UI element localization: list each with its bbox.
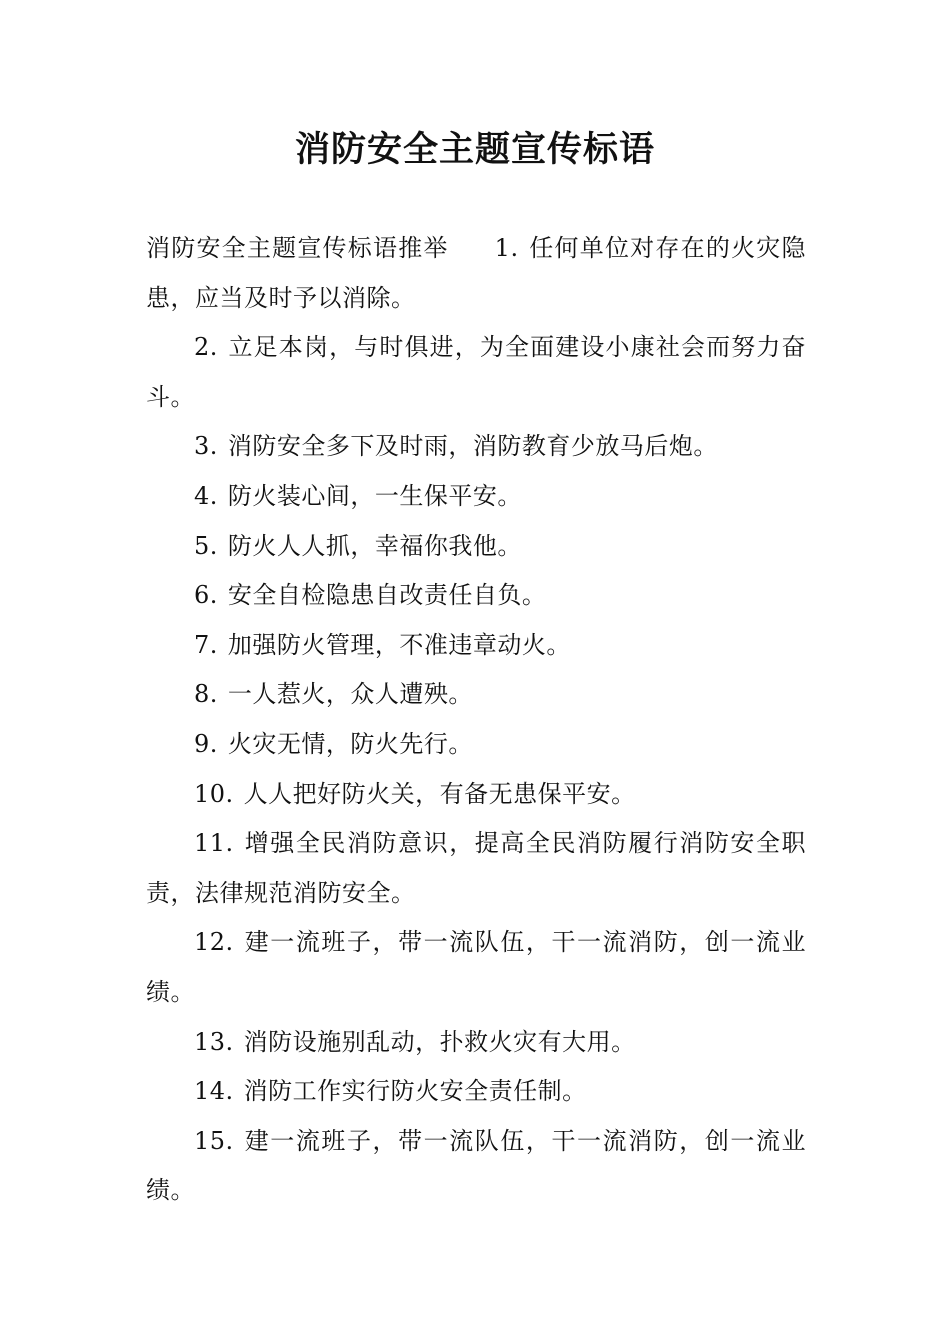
item-number: 1. (494, 234, 519, 262)
item-number: 7. (194, 630, 218, 659)
item-number: 13. (194, 1027, 234, 1056)
item-number: 14. (194, 1077, 234, 1106)
item-number: 15. (194, 1126, 234, 1155)
slogan-paragraph-12 (146, 918, 806, 1017)
slogan-paragraph-3 (146, 422, 806, 472)
lead-heading: 消防安全主题宣传标语推举 (146, 234, 449, 262)
slogan-paragraph-7 (146, 621, 806, 671)
item-text: 防火装心间，一生保平安。 (227, 481, 522, 510)
item-number: 11. (194, 829, 234, 858)
slogan-paragraph-8 (146, 670, 806, 720)
slogan-paragraph-2 (146, 323, 806, 422)
slogan-paragraph-4 (146, 472, 806, 522)
item-number: 4. (194, 481, 218, 510)
item-text: 增强全民消防意识，提高全民消防履行消防安全职责，法律规范消防安全。 (146, 829, 806, 907)
item-number: 3. (194, 432, 218, 461)
item-text: 立足本岗，与时俱进，为全面建设小康社会而努力奋斗。 (146, 333, 806, 411)
item-number: 12. (194, 928, 234, 957)
item-text: 任何单位对存在的火灾隐患，应当及时予以消除。 (146, 234, 807, 312)
item-text: 消防设施别乱动，扑救火灾有大用。 (243, 1027, 636, 1056)
item-number: 9. (194, 729, 218, 758)
document-title: 消防安全主题宣传标语 (294, 130, 655, 170)
item-text: 防火人人抓，幸福你我他。 (227, 531, 522, 560)
item-number: 5. (194, 531, 218, 560)
item-text: 建一流班子，带一流队伍，干一流消防，创一流业绩。 (146, 1126, 806, 1205)
item-number: 2. (194, 333, 218, 362)
item-text: 消防安全多下及时雨，消防教育少放马后炮。 (227, 432, 718, 461)
slogan-paragraph-1 (146, 224, 806, 323)
item-text: 加强防火管理，不准违章动火。 (227, 630, 571, 659)
item-number: 10. (194, 779, 234, 808)
item-number: 6. (194, 581, 218, 610)
slogan-paragraph-11 (146, 819, 806, 918)
slogan-paragraph-14 (146, 1067, 806, 1117)
slogan-paragraph-6 (146, 571, 806, 621)
item-text: 火灾无情，防火先行。 (227, 729, 473, 758)
slogan-paragraph-9 (146, 720, 806, 770)
document-body (146, 224, 806, 1216)
slogan-paragraph-10 (146, 770, 806, 820)
item-text: 一人惹火，众人遭殃。 (227, 680, 473, 709)
item-text: 人人把好防火关，有备无患保平安。 (243, 779, 636, 808)
item-text: 建一流班子，带一流队伍，干一流消防，创一流业绩。 (146, 928, 806, 1006)
item-text: 安全自检隐患自改责任自负。 (227, 581, 547, 610)
slogan-paragraph-15 (146, 1117, 806, 1216)
slogan-paragraph-5 (146, 522, 806, 572)
item-text: 消防工作实行防火安全责任制。 (243, 1077, 587, 1106)
item-number: 8. (194, 680, 218, 709)
slogan-paragraph-13 (146, 1018, 806, 1068)
